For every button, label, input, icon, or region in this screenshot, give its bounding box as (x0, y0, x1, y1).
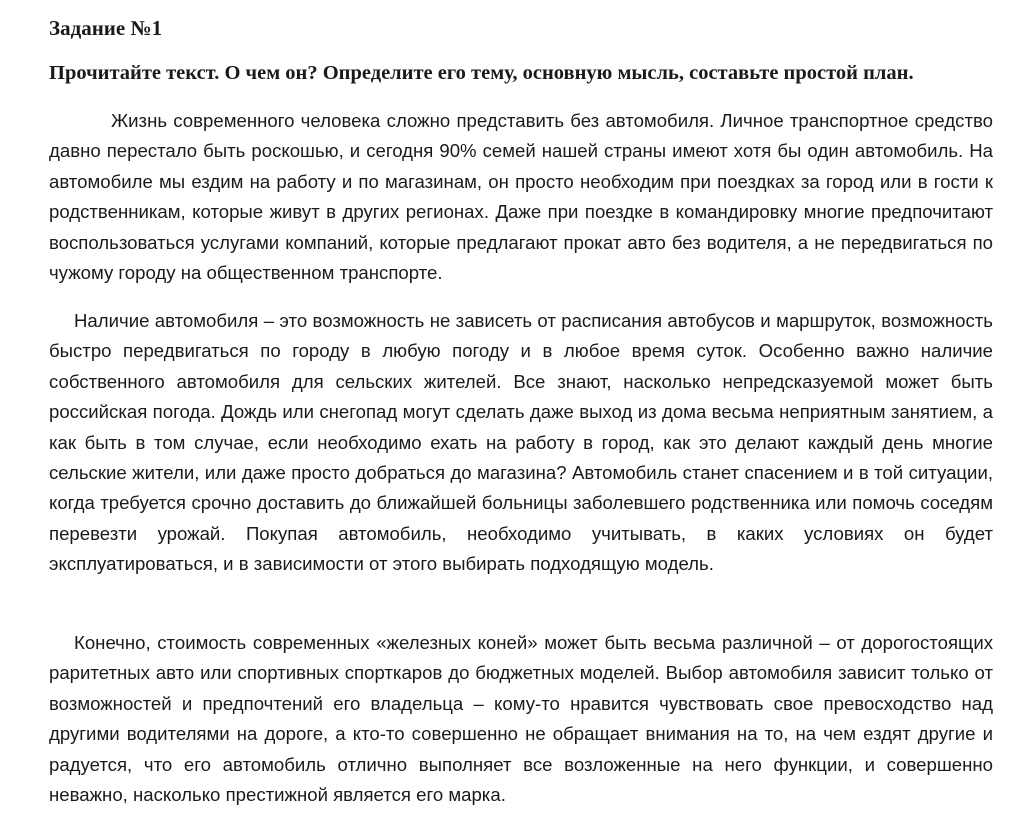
paragraph-3: Конечно, стоимость современных «железных коней» может быть весьма различной – от дорогостоящих раритетных авто или спортивных спорткаров до бюджетных моделей. Выбор автомобиля зависит только от возможностей и предпочтений его владельца – кому-то нравится чувствовать свое превосходство над другими водителями на дороге, а кто-то совершенно не обращает внимания на то, на чем ездят другие и радуется, что его автомобиль отлично выполняет все возложенные на него функции, и совершенно неважно, насколько престижной является его марка. (49, 632, 993, 806)
paragraph-1: Жизнь современного человека сложно представить без автомобиля. Личное транспортное средство давно перестало быть роскошью, и сегодня 90% семей нашей страны имеют хотя бы один автомобиль. На автомобиле мы ездим на работу и по магазинам, он просто необходим при поездках за город или в гости к родственникам, которые живут в других регионах. Даже при поездке в командировку многие предпочитают воспользоваться услугами компаний, которые предлагают прокат авто без водителя, а не передвигаться по чужому городу на общественном транспорте. (49, 110, 993, 284)
task-instruction: Прочитайте текст. О чем он? Определите его тему, основную мысль, составьте простой план. (49, 62, 914, 84)
paragraph-2: Наличие автомобиля – это возможность не зависеть от расписания автобусов и маршруток, возможность быстро передвигаться по городу в любую погоду и в любое время суток. Особенно важно наличие собственного автомобиля для сельских жителей. Все знают, насколько непредсказуемой может быть российская погода. Дождь или снегопад могут сделать даже выход из дома весьма неприятным занятием, а как быть в том случае, если необходимо ехать на работу в город, как это делают каждый день многие сельские жители, или даже просто добраться до магазина? Автомобиль станет спасением и в той ситуации, когда требуется срочно доставить до ближайшей больницы заболевшего родственника или помочь соседям перевезти урожай. Покупая автомобиль, необходимо учитывать, в каких условиях он будет эксплуатироваться, и в зависимости от этого выбирать подходящую модель. (49, 310, 993, 575)
task-title: Задание №1 (49, 16, 163, 40)
